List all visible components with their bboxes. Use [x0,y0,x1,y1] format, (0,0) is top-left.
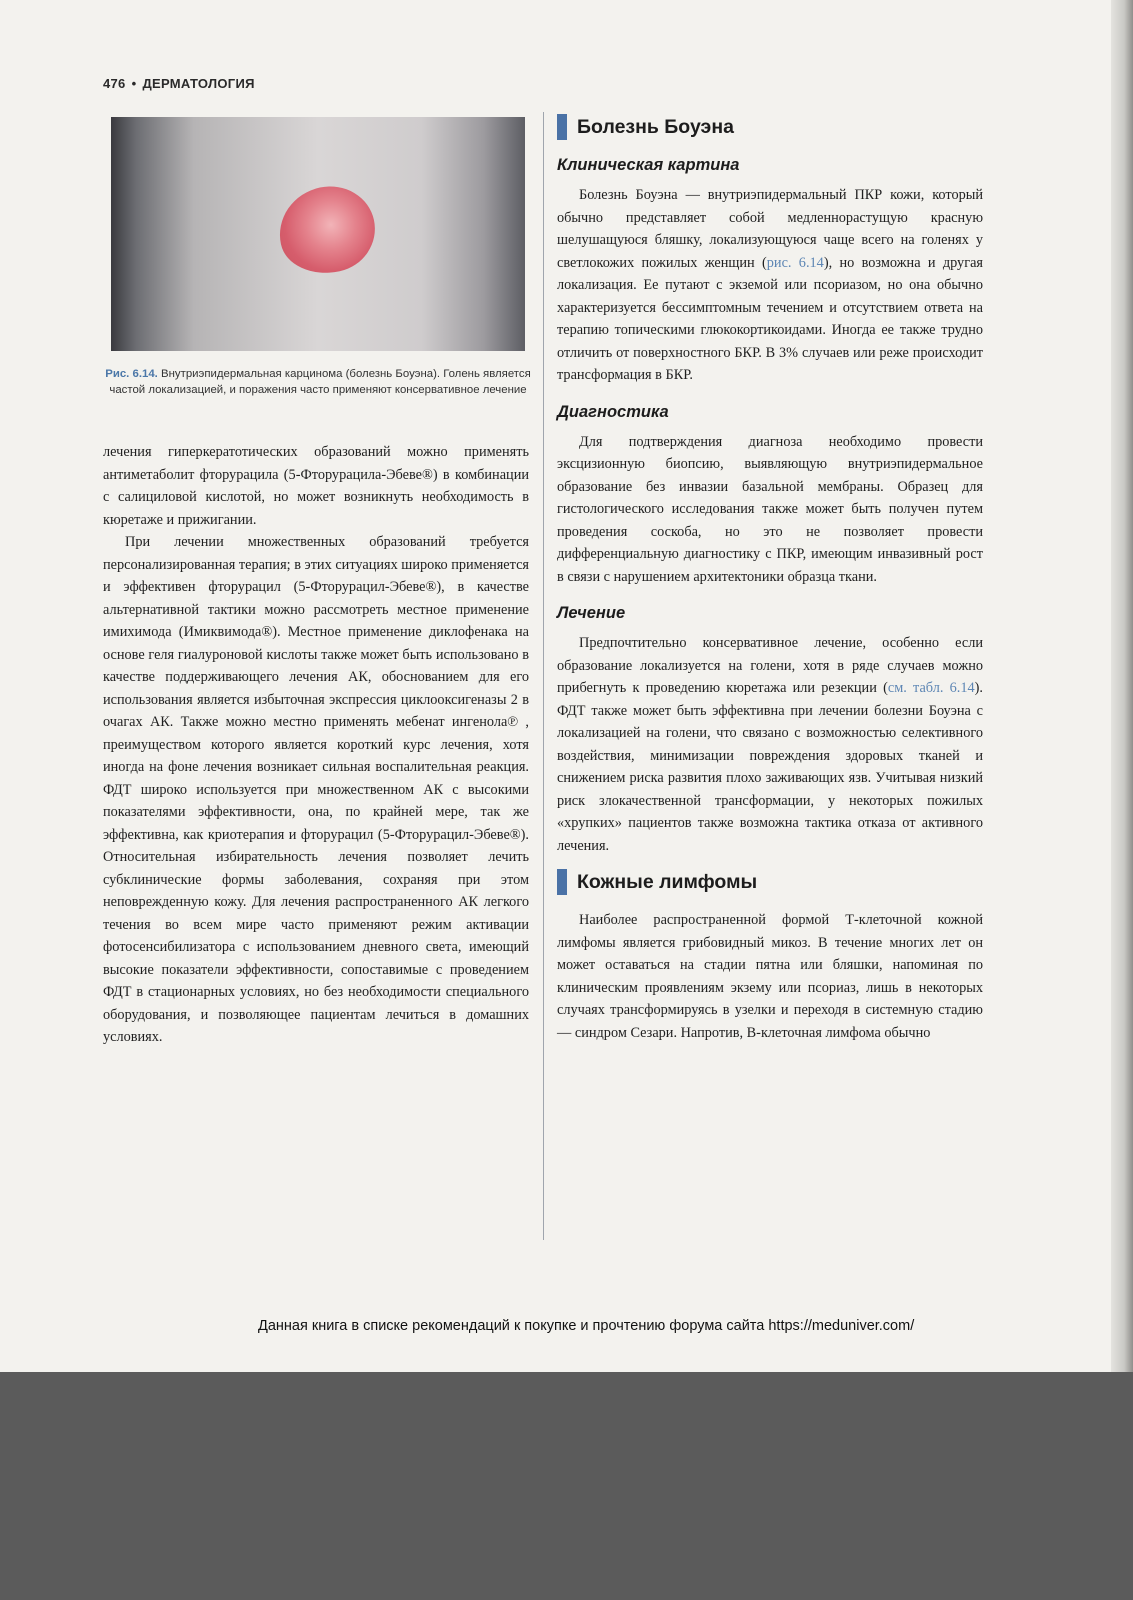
figure-reference-link[interactable]: рис. 6.14 [766,254,824,271]
clinical-text-part2: ), но возможна и другая локализация. Ее путают с экземой или псориазом, но она обычно характеризуется бессимптомным течением и отсутствием ответа на терапию топическими глюкокортикоидами. Иногда ее также трудно отличить от поверхностного БКР. В 3% случаев или реже происходит трансформация в БКР. [557,254,983,383]
left-column [103,441,529,1049]
figure-caption-number: Рис. 6.14. [105,368,158,380]
section-title-lymphoma: Кожные лимфомы [577,870,758,893]
section-marker-bar [557,869,567,895]
section-title-bowen: Болезнь Боуэна [577,115,734,138]
lymphoma-paragraph: Наиболее распространенной формой Т-клеточной кожной лимфомы является грибовидный микоз. В течение многих лет он может оставаться на стадии пятна или бляшки, напоминая по клиническим проявлениям экзему или псориаз, лишь в некоторых случаях трансформируясь в узелки и переходя в системную стадию — синдром Сезари. Напротив, В-клеточная лимфома обычно [557,912,983,1041]
subheading-clinical: Клиническая картина [557,156,740,174]
clinical-text-part1: Болезнь Боуэна — внутриэпидермальный ПКР кожи, который обычно представляет собой медленнорастущую красную шелушащуюся бляшку, локализующуюся чаще всего на голенях у светлокожих пожилых женщин ( [557,187,983,271]
figure-caption [103,366,533,398]
treatment-text-part2: ). ФДТ также может быть эффективна при лечении болезни Боуэна с локализацией на голени, что связано с возможностью селективного воздействия, минимизации повреждения здоровых тканей и снижением риска развития плохо заживающих язв. Учитывая низкий риск злокачественной трансформации, у некоторых пожилых «хрупких» пациентов также возможна тактика отказа от активного лечения. [557,680,984,854]
running-head [103,76,255,91]
treatment-text-part1: Предпочтительно консервативное лечение, особенно если образование локализуется на голени, хотя в ряде случаев можно прибегнуть к проведению кюретажа или резекции ( [557,635,983,696]
left-paragraph-2: При лечении множественных образований требуется персонализированная терапия; в этих ситуациях широко применяется и эффективен фторурацил (5-Фторурацил-Эбеве®), в качестве альтернативной тактики можно рассмотреть местное применение имихимода (Имиквимода®). Местное применение диклофенака на основе геля гиалуроновой кислоты также может быть использовано в качестве поддерживающего лечения АК, обоснованием для его использования является избыточная экспрессия циклооксигеназы 2 в очагах АК. Также можно местно применять мебенат ингенола℗ , преимуществом которого является короткий курс лечения, хотя иногда на фоне лечения возникает сильная воспалительная реакция. ФДТ широко используется при множественном АК с высокими показателями эффективности, она, по крайней мере, так же эффективна, как криотерапия и фторурацил (5-Фторурацил-Эбеве®). Относительная избирательность лечения позволяет лечить субклинические формы заболевания, сохраняя при этом неповрежденную кожу. Для лечения распространенного АК легкого течения во всем мире часто применяют режим активации фотосенсибилизатора с использованием дневного света, имеющий высокие показатели эффективности, сопоставимые с проведением ФДТ в стационарных условиях, но без необходимости специального оборудования, и позволяющее пациентам лечиться в домашних условиях. [103,534,529,1045]
spacer [557,857,983,867]
spacer [557,387,983,401]
page-edge-shadow [1111,0,1133,1600]
diagnostics-paragraph: Для подтверждения диагноза необходимо провести эксцизионную биопсию, выявляющую внутриэпидермальное образование без инвазии базальной мембраны. Образец для гистологического исследования также может быть получен путем проведения соскоба, но это не позволяет провести дифференциальную диагностику с ПКР, имеющим инвазивный рост в связи с нарушением архитектоники образца ткани. [557,433,983,585]
treatment-paragraph [557,632,983,857]
figure-caption-text: Внутриэпидермальная карцинома (болезнь Боуэна). Голень является частой локализацией, и поражения часто применяют консервативное лечение [109,368,531,396]
table-reference-link[interactable]: см. табл. 6.14 [887,680,975,696]
running-head-title: ДЕРМАТОЛОГИЯ [142,76,255,91]
page-number: 476 [103,76,126,91]
clinical-paragraph [557,184,983,387]
subheading-diagnostics: Диагностика [557,402,669,421]
section-marker-bar [557,114,567,140]
scan-bottom-band [0,1372,1133,1600]
column-rule [543,112,544,1240]
subheading-treatment: Лечение [557,604,626,622]
figure-photo-bowen-lesion [111,117,525,351]
spacer [557,588,983,602]
section-heading-bowen [557,112,983,142]
lesion-plaque [271,178,383,282]
footer-recommendation-note: Данная книга в списке рекомендаций к покупке и прочтению форума сайта https://meduniver.com/ [258,1318,915,1334]
section-heading-lymphoma [557,867,983,897]
header-separator: • [131,76,137,91]
left-paragraph-1: лечения гиперкератотических образований можно применять антиметаболит фторурацила (5-Фторурацила-Эбеве®) в комбинации с салициловой кислотой, но может возникнуть необходимость в кюретаже и прижигании. [103,444,529,528]
right-column [557,112,983,1044]
